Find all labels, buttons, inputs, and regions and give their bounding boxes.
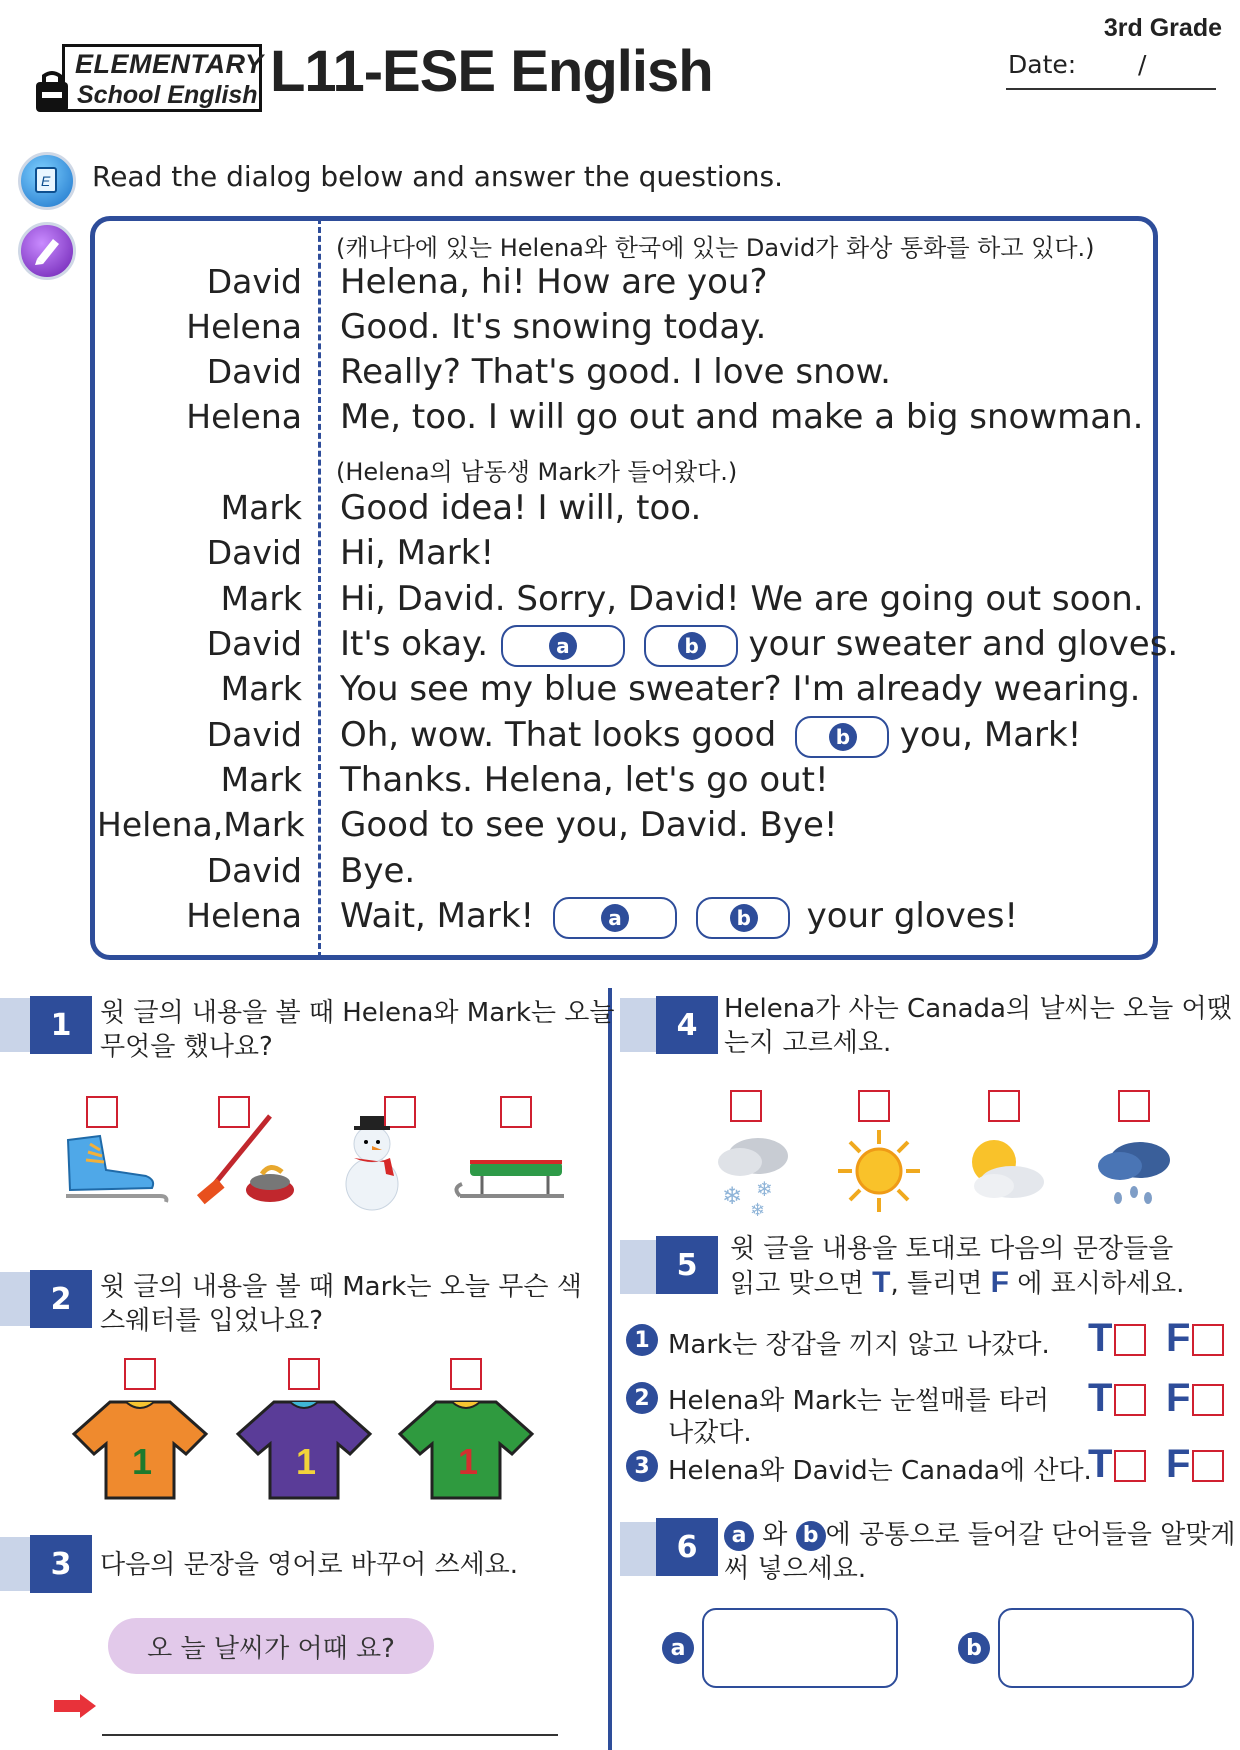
snowy-icon (710, 1126, 800, 1216)
q4-check-snowy[interactable] (730, 1090, 762, 1122)
q5-text-line1: 윗 글을 내용을 토대로 다음의 문장들을 (730, 1234, 1174, 1264)
q5-text2-post: 에 표시하세요. (1017, 1269, 1185, 1299)
q4-check-cloudy[interactable] (988, 1090, 1020, 1122)
badge-a: a (549, 632, 577, 660)
q1-check-skate[interactable] (86, 1096, 118, 1128)
svg-text:E: E (41, 173, 51, 189)
dialog-line: Good. It's snowing today. (340, 307, 767, 347)
q2-text (100, 1270, 582, 1338)
q6-text-post: 에 공통으로 들어갈 단어들을 알맞게 (825, 1520, 1236, 1550)
badge-a: a (601, 904, 629, 932)
curling-icon (190, 1110, 300, 1210)
q1-text (100, 996, 615, 1064)
speaker: David (206, 352, 302, 391)
badge-b: b (829, 723, 857, 751)
q5-item-text: Helena와 David는 Canada에 산다. (668, 1456, 1092, 1486)
school-logo (30, 40, 270, 120)
speaker: Mark (220, 760, 302, 799)
q6-text (724, 1518, 1235, 1586)
q4-text-line2: 는지 고르세요. (724, 1028, 892, 1058)
blank-a[interactable] (553, 897, 677, 939)
dialog-note-2: (Helena의 남동생 Mark가 들어왔다.) (336, 458, 738, 486)
q5-number: 5 (656, 1236, 718, 1294)
dialog-line: Thanks. Helena, let's go out! (340, 760, 829, 800)
book-icon (18, 152, 76, 210)
blank-b[interactable] (795, 716, 889, 758)
line-text-post: your gloves! (806, 896, 1019, 936)
sunny-icon (834, 1126, 924, 1216)
blank-b[interactable] (696, 897, 790, 939)
q5-item-text-line2: 나갔다. (668, 1418, 752, 1448)
q4-text (724, 992, 1232, 1060)
snowman-icon (332, 1104, 412, 1214)
logo-line1: ELEMENTARY (75, 49, 264, 79)
column-divider (608, 988, 612, 1750)
q1-check-sled[interactable] (500, 1096, 532, 1128)
purple-shirt-icon (234, 1394, 374, 1504)
q2-text-line1: 윗 글의 내용을 볼 때 Mark는 오늘 무슨 색 (100, 1272, 582, 1302)
q6-badge-a: a (724, 1521, 754, 1551)
q5-item-text: Mark는 장갑을 끼지 않고 나갔다. (668, 1330, 1050, 1360)
q3-answer-line[interactable] (102, 1734, 558, 1736)
dialog-note-1: (캐나다에 있는 Helena와 한국에 있는 David가 화상 통화를 하고 있다.) (336, 234, 1095, 262)
line-text-pre: It's okay. (340, 624, 489, 664)
q3-text: 다음의 문장을 영어로 바꾸어 쓰세요. (100, 1550, 519, 1580)
speaker: David (206, 715, 302, 754)
dialog-line: Hi, Mark! (340, 533, 495, 573)
q6-text-line1 (724, 1518, 1235, 1552)
q6-badge-b: b (796, 1521, 826, 1551)
blank-b[interactable] (644, 625, 738, 667)
q5-3-false-box[interactable] (1192, 1450, 1224, 1482)
blank-a[interactable] (501, 625, 625, 667)
q2-check-purple[interactable] (288, 1358, 320, 1390)
dialog-line: Me, too. I will go out and make a big snowman. (340, 397, 1144, 437)
svg-text:❄: ❄ (722, 1182, 743, 1210)
q5-1-true-box[interactable] (1114, 1324, 1146, 1356)
q5-text-line2 (730, 1266, 1184, 1301)
dialog-line (340, 715, 1081, 758)
q1-text-line1: 윗 글의 내용을 볼 때 Helena와 Mark는 오늘 (100, 998, 615, 1028)
f-label: F (1166, 1316, 1191, 1360)
q4-check-rainy[interactable] (1118, 1090, 1150, 1122)
shirt-number: 1 (132, 1441, 153, 1482)
q5-text2-mid: , 틀리면 (890, 1269, 983, 1299)
f-label: F (1166, 1442, 1191, 1486)
shirt-number: 1 (458, 1441, 479, 1482)
dialog-line: You see my blue sweater? I'm already wearing. (340, 669, 1141, 709)
q6-number: 6 (656, 1518, 718, 1576)
svg-text:❄: ❄ (756, 1177, 773, 1201)
sled-icon (452, 1150, 572, 1210)
q5-item-num: 3 (626, 1450, 658, 1482)
dialog-line: Good idea! I will, too. (340, 488, 702, 528)
speaker: David (206, 851, 302, 890)
speaker: David (206, 624, 302, 663)
q5-t-marker: T (872, 1266, 891, 1299)
grade-label: 3rd Grade (1103, 14, 1222, 42)
dialog-line: Helena, hi! How are you? (340, 262, 768, 302)
q2-text-line2: 스웨터를 입었나요? (100, 1306, 323, 1336)
q4-check-sunny[interactable] (858, 1090, 890, 1122)
q5-item-num: 2 (626, 1382, 658, 1414)
speaker: Helena (186, 307, 302, 346)
speaker: Helena,Mark (97, 805, 305, 844)
line-text-post: your sweater and gloves. (748, 624, 1179, 664)
ice-skate-icon (60, 1130, 170, 1210)
speaker: Mark (220, 579, 302, 618)
dialog-line: Hi, David. Sorry, David! We are going out soon. (340, 579, 1144, 619)
svg-text:❄: ❄ (750, 1200, 766, 1216)
dialog-line (340, 624, 1178, 667)
q4-text-line1: Helena가 사는 Canada의 날씨는 오늘 어땠 (724, 994, 1232, 1024)
q5-3-true-box[interactable] (1114, 1450, 1146, 1482)
q6-answer-badge-b: b (958, 1632, 990, 1664)
q2-check-orange[interactable] (124, 1358, 156, 1390)
q5-2-true-box[interactable] (1114, 1384, 1146, 1416)
t-label: T (1088, 1376, 1113, 1420)
orange-shirt-icon (70, 1394, 210, 1504)
speaker: Mark (220, 669, 302, 708)
date-separator: / (1138, 50, 1147, 79)
q5-item-text: Helena와 Mark는 눈썰매를 타러 (668, 1386, 1050, 1416)
q5-f-marker: F (990, 1266, 1009, 1299)
logo-line2: School English (77, 81, 258, 109)
dialog-separator (318, 218, 321, 958)
q6-text-mid: 와 (762, 1520, 788, 1550)
dialog-line: Good to see you, David. Bye! (340, 805, 838, 845)
q1-text-line2: 무엇을 했나요? (100, 1032, 273, 1062)
line-text-post: you, Mark! (899, 715, 1082, 755)
badge-b: b (678, 632, 706, 660)
q6-answer-a-box[interactable] (702, 1608, 898, 1688)
speaker: David (206, 262, 302, 301)
q3-prompt: 오 늘 날씨가 어때 요? (108, 1618, 434, 1674)
q2-check-green[interactable] (450, 1358, 482, 1390)
q5-text (730, 1232, 1184, 1301)
q5-item-num: 1 (626, 1324, 658, 1356)
q5-1-false-box[interactable] (1192, 1324, 1224, 1356)
badge-b: b (730, 904, 758, 932)
rainy-icon (1090, 1126, 1180, 1216)
arrow-pointer-icon (50, 1692, 100, 1720)
q1-number: 1 (30, 996, 92, 1054)
dialog-line (340, 896, 1018, 939)
t-label: T (1088, 1316, 1113, 1360)
page-title: L11-ESE English (270, 39, 713, 104)
dialog-line: Bye. (340, 851, 416, 891)
speaker: Helena (186, 397, 302, 436)
line-text-pre: Wait, Mark! (340, 896, 535, 936)
q6-answer-b-box[interactable] (998, 1608, 1194, 1688)
speaker: Helena (186, 896, 302, 935)
date-label: Date: (1008, 50, 1077, 79)
q6-answer-badge-a: a (662, 1632, 694, 1664)
green-shirt-icon (396, 1394, 536, 1504)
t-label: T (1088, 1442, 1113, 1486)
shirt-number: 1 (296, 1441, 317, 1482)
q3-number: 3 (30, 1535, 92, 1593)
q4-number: 4 (656, 996, 718, 1054)
speaker: David (206, 533, 302, 572)
q6-text-line2: 써 넣으세요. (724, 1554, 867, 1584)
dialog-line: Really? That's good. I love snow. (340, 352, 891, 392)
partly-cloudy-icon (960, 1132, 1050, 1212)
pencil-icon (18, 222, 76, 280)
instruction-text: Read the dialog below and answer the questions. (92, 160, 784, 193)
q2-number: 2 (30, 1270, 92, 1328)
date-input-line[interactable] (1006, 88, 1216, 90)
speaker: Mark (220, 488, 302, 527)
q5-2-false-box[interactable] (1192, 1384, 1224, 1416)
line-text-pre: Oh, wow. That looks good (340, 715, 777, 755)
q5-text2-pre: 읽고 맞으면 (730, 1269, 864, 1299)
f-label: F (1166, 1376, 1191, 1420)
